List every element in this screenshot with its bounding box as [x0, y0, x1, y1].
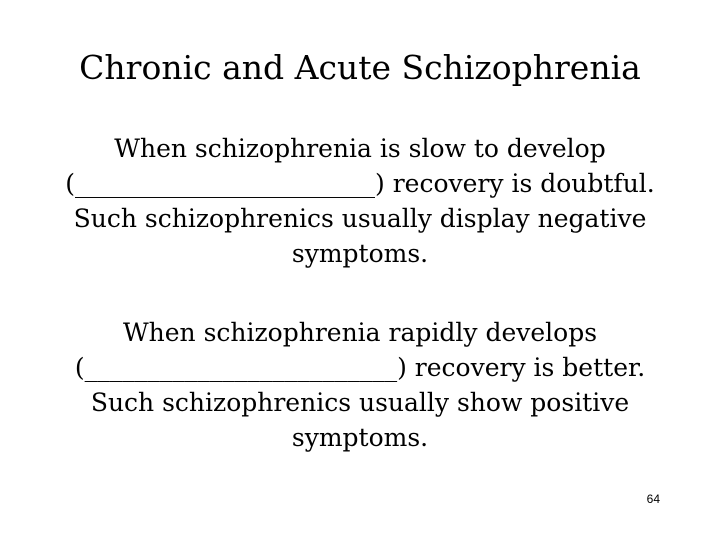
- paragraph-line: Such schizophrenics usually show positive: [90, 388, 630, 417]
- paragraph-line-blank: (________________________) recovery is doubtful.: [65, 169, 655, 198]
- slide-title: Chronic and Acute Schizophrenia: [79, 48, 641, 87]
- paragraph-line-blank: (_________________________) recovery is better.: [74, 353, 646, 382]
- paragraph-line: Such schizophrenics usually display negative: [73, 204, 647, 233]
- paragraph-acute: [40, 315, 680, 455]
- paragraph-line: symptoms.: [291, 239, 429, 268]
- paragraph-line: When schizophrenia is slow to develop: [114, 134, 606, 163]
- page-number: 64: [646, 492, 660, 506]
- paragraph-line: When schizophrenia rapidly develops: [122, 318, 598, 347]
- paragraph-line: symptoms.: [291, 423, 429, 452]
- paragraph-chronic: [40, 131, 680, 271]
